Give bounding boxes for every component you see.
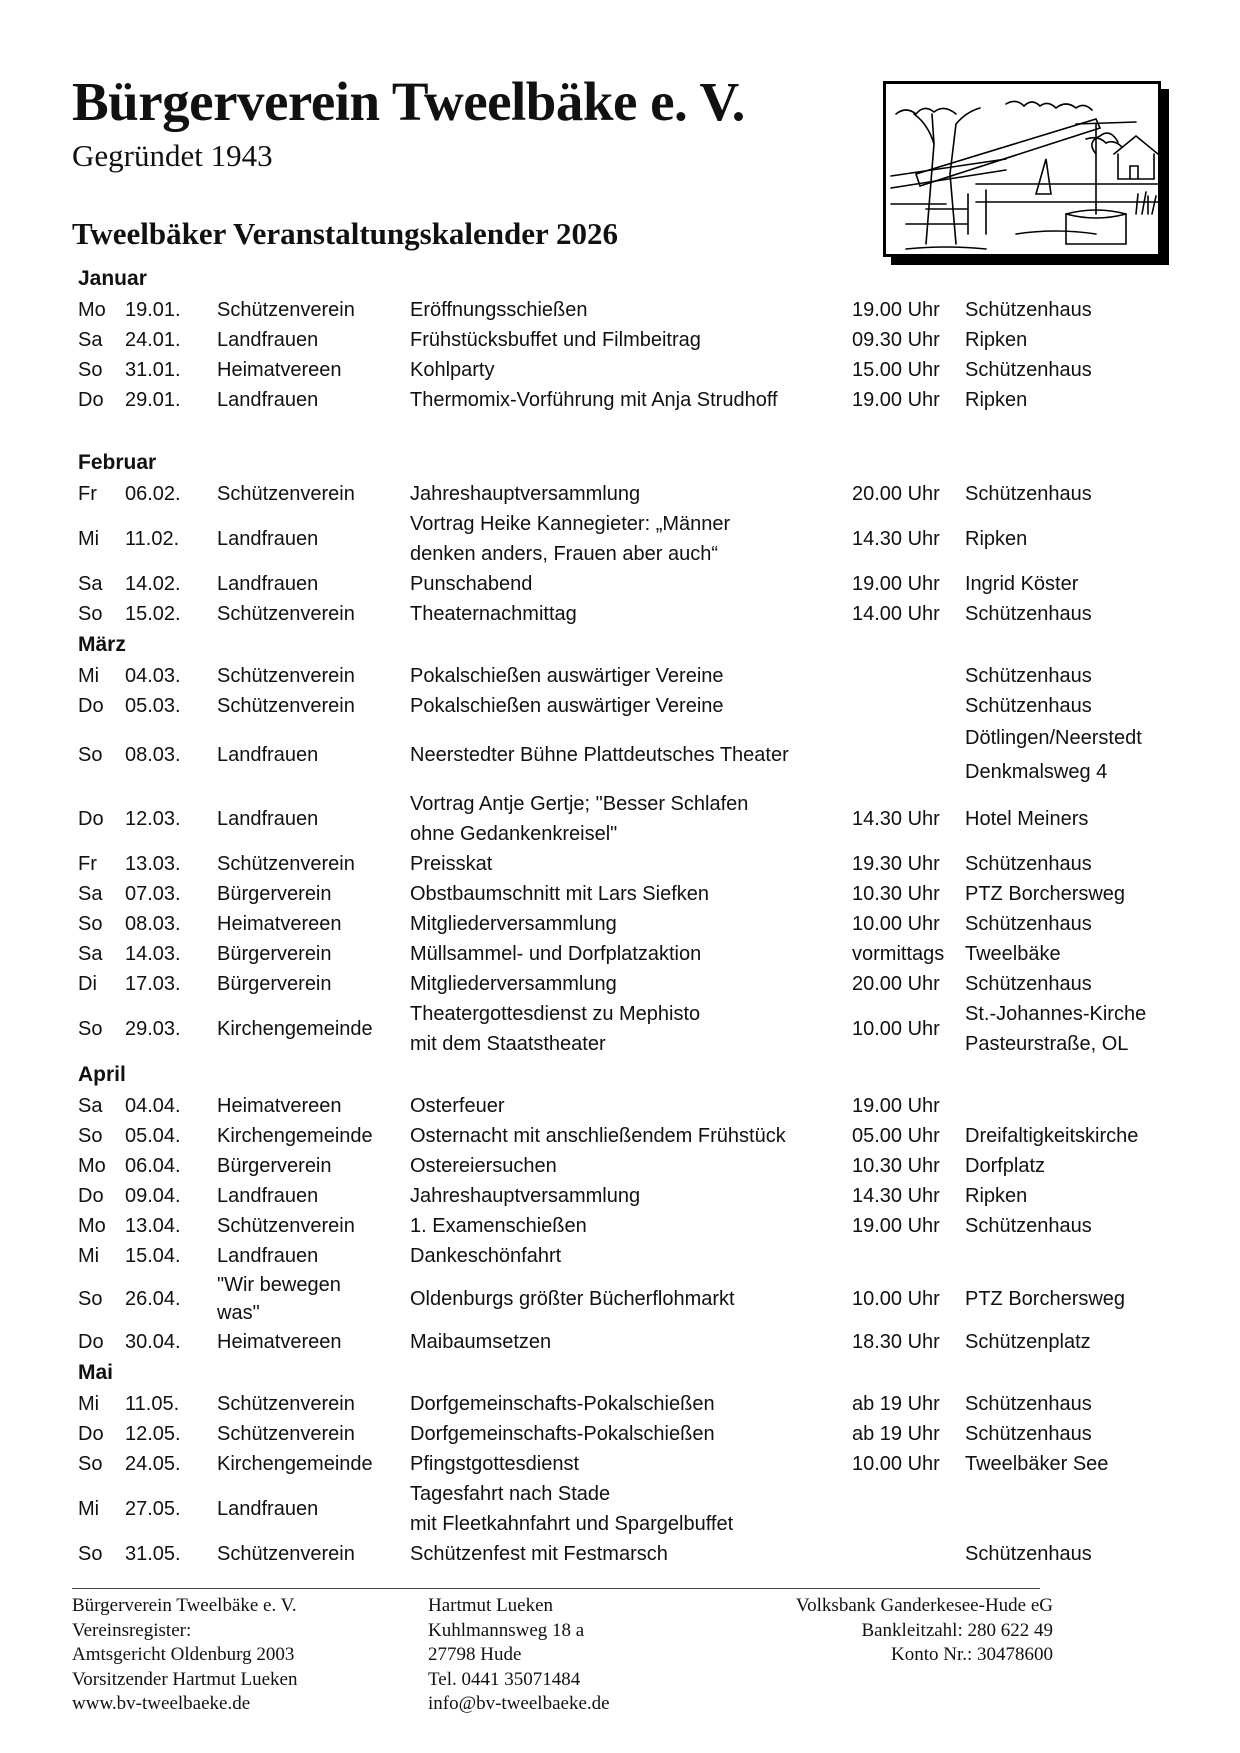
event-organizer: Heimatvereen <box>217 1331 342 1353</box>
founded-subtitle: Gegründet 1943 <box>72 138 273 173</box>
footer-street: Kuhlmannsweg 18 a <box>428 1619 585 1641</box>
event-place: Schützenhaus <box>965 695 1092 717</box>
event-place: PTZ Borchersweg <box>965 1288 1126 1310</box>
event-date: 08.03. <box>125 913 181 935</box>
event-title: Osterfeuer <box>410 1095 505 1117</box>
event-row <box>78 1389 1178 1419</box>
event-place: Schützenhaus <box>965 853 1092 875</box>
event-place: Schützenhaus <box>965 299 1092 321</box>
event-place: Schützenhaus <box>965 483 1092 505</box>
event-date: 14.03. <box>125 943 181 965</box>
event-row <box>78 295 1178 325</box>
event-organizer: Landfrauen <box>217 573 319 595</box>
event-date: 09.04. <box>125 1185 181 1207</box>
event-title-line2: mit dem Staatstheater <box>410 1033 606 1055</box>
event-organizer: Bürgerverein <box>217 1155 332 1177</box>
event-title-line1: Theatergottesdienst zu Mephisto <box>410 1003 701 1025</box>
event-date: 04.03. <box>125 665 181 687</box>
event-date: 05.03. <box>125 695 181 717</box>
event-organizer: Bürgerverein <box>217 883 332 905</box>
event-date: 08.03. <box>125 744 181 766</box>
footer-court: Amtsgericht Oldenburg 2003 <box>72 1644 295 1665</box>
event-place: Dorfplatz <box>965 1155 1046 1177</box>
event-time: 14.30 Uhr <box>852 528 940 550</box>
event-organizer-line1: "Wir bewegen <box>217 1274 341 1296</box>
event-calendar <box>78 263 1178 1569</box>
event-organizer: Heimatvereen <box>217 913 342 935</box>
event-organizer: Kirchengemeinde <box>217 1125 373 1147</box>
calendar-title: Tweelbäker Veranstaltungskalender 2026 <box>72 216 618 251</box>
event-place: Schützenhaus <box>965 603 1092 625</box>
event-date: 29.01. <box>125 389 181 411</box>
footer-org-name: Bürgerverein Tweelbäke e. V. <box>72 1595 297 1616</box>
event-day: So <box>78 1125 103 1147</box>
event-row <box>78 1539 1178 1569</box>
event-title <box>410 1479 852 1539</box>
event-organizer: Heimatvereen <box>217 359 342 381</box>
event-place: Schützenhaus <box>965 1393 1092 1415</box>
event-day: So <box>78 603 103 625</box>
event-day: Mo <box>78 299 106 321</box>
event-title: Schützenfest mit Festmarsch <box>410 1543 668 1565</box>
event-place: Ripken <box>965 329 1028 351</box>
event-day: Mo <box>78 1155 106 1177</box>
event-title: Obstbaumschnitt mit Lars Siefken <box>410 883 710 905</box>
event-title: Pokalschießen auswärtiger Vereine <box>410 665 724 687</box>
event-time: 14.00 Uhr <box>852 603 940 625</box>
event-organizer: Schützenverein <box>217 665 355 687</box>
footer-bank-name: Volksbank Ganderkesee-Hude eG <box>795 1595 1053 1616</box>
event-title: Dorfgemeinschafts-Pokalschießen <box>410 1423 715 1445</box>
event-date: 15.04. <box>125 1245 181 1267</box>
event-row <box>78 509 1178 569</box>
footer-contact-info <box>428 1594 610 1717</box>
event-day: Di <box>78 973 97 995</box>
event-title <box>410 999 852 1059</box>
event-title <box>410 789 852 849</box>
event-date: 27.05. <box>125 1498 181 1520</box>
event-date: 05.04. <box>125 1125 181 1147</box>
event-title: Pfingstgottesdienst <box>410 1453 579 1475</box>
event-date: 12.05. <box>125 1423 181 1445</box>
event-row <box>78 325 1178 355</box>
event-title: Jahreshauptversammlung <box>410 1185 641 1207</box>
event-place: Ripken <box>965 528 1028 550</box>
event-row <box>78 1479 1178 1539</box>
event-time: 18.30 Uhr <box>852 1331 940 1353</box>
village-well-sketch-icon <box>883 81 1161 257</box>
event-row <box>78 385 1178 415</box>
footer-bank-info <box>796 1594 1053 1668</box>
event-day: Sa <box>78 573 103 595</box>
event-organizer: Landfrauen <box>217 744 319 766</box>
event-place: Schützenhaus <box>965 665 1092 687</box>
event-organizer: Landfrauen <box>217 528 319 550</box>
event-organizer <box>217 1271 410 1327</box>
footer-account-number: Konto Nr.: 30478600 <box>890 1644 1053 1665</box>
event-title: Preisskat <box>410 853 493 875</box>
event-place: Ingrid Köster <box>965 573 1079 595</box>
event-title-line1: Vortrag Heike Kannegieter: „Männer <box>410 513 731 535</box>
event-row <box>78 599 1178 629</box>
event-organizer: Bürgerverein <box>217 943 332 965</box>
event-day: Fr <box>78 483 97 505</box>
event-day: Mi <box>78 665 100 687</box>
month-heading-mai: Mai <box>78 1361 114 1384</box>
event-time: 19.00 Uhr <box>852 389 940 411</box>
event-row <box>78 569 1178 599</box>
event-day: So <box>78 1288 103 1310</box>
event-row <box>78 909 1178 939</box>
event-title: Eröffnungsschießen <box>410 299 588 321</box>
event-title: Osternacht mit anschließendem Frühstück <box>410 1125 786 1147</box>
event-day: So <box>78 1543 103 1565</box>
event-row <box>78 969 1178 999</box>
event-title-line2: mit Fleetkahnfahrt und Spargelbuffet <box>410 1513 734 1535</box>
event-organizer: Kirchengemeinde <box>217 1018 373 1040</box>
event-time: 10.00 Uhr <box>852 1453 940 1475</box>
event-row <box>78 1121 1178 1151</box>
event-day: So <box>78 1018 103 1040</box>
event-title: Dankeschönfahrt <box>410 1245 562 1267</box>
event-place-line2: Pasteurstraße, OL <box>965 1033 1129 1055</box>
event-time: 10.00 Uhr <box>852 913 940 935</box>
footer-register-label: Vereinsregister: <box>72 1619 192 1641</box>
event-row <box>78 661 1178 691</box>
footer-email-link[interactable]: info@bv-tweelbaeke.de <box>428 1693 610 1714</box>
event-organizer: Landfrauen <box>217 1245 319 1267</box>
event-place-line2: Denkmalsweg 4 <box>965 761 1108 783</box>
event-row <box>78 1419 1178 1449</box>
event-day: Mi <box>78 1498 100 1520</box>
footer-divider <box>72 1588 1040 1589</box>
event-time: 10.00 Uhr <box>852 1018 940 1040</box>
event-organizer: Schützenverein <box>217 1215 355 1237</box>
event-time: 19.00 Uhr <box>852 1215 940 1237</box>
event-date: 30.04. <box>125 1331 181 1353</box>
org-name: Bürgerverein Tweelbäke e. V. <box>72 71 745 132</box>
event-row <box>78 789 1178 849</box>
event-title-line2: denken anders, Frauen aber auch“ <box>410 543 718 565</box>
event-title: Mitgliederversammlung <box>410 973 617 995</box>
event-place <box>965 721 1178 789</box>
event-title: Jahreshauptversammlung <box>410 483 641 505</box>
event-day: Do <box>78 1331 104 1353</box>
event-date: 11.02. <box>125 528 180 550</box>
event-row <box>78 1241 1178 1271</box>
event-time: vormittags <box>852 943 945 965</box>
event-day: Fr <box>78 853 97 875</box>
event-organizer: Schützenverein <box>217 1543 355 1565</box>
footer-chairman: Vorsitzender Hartmut Lueken <box>72 1668 298 1690</box>
event-date: 13.04. <box>125 1215 181 1237</box>
event-organizer: Landfrauen <box>217 389 319 411</box>
month-spacer <box>78 415 1178 447</box>
event-time: ab 19 Uhr <box>852 1393 940 1415</box>
event-place: Ripken <box>965 389 1028 411</box>
event-date: 31.01. <box>125 359 181 381</box>
event-day: So <box>78 359 103 381</box>
event-row <box>78 939 1178 969</box>
event-row <box>78 355 1178 385</box>
event-place: Tweelbäke <box>965 943 1061 965</box>
event-organizer: Schützenverein <box>217 853 355 875</box>
event-time: 20.00 Uhr <box>852 483 940 505</box>
event-day: Sa <box>78 1095 103 1117</box>
event-place: Schützenhaus <box>965 1215 1092 1237</box>
event-row <box>78 999 1178 1059</box>
event-organizer: Schützenverein <box>217 1393 355 1415</box>
event-day: Do <box>78 1185 104 1207</box>
event-day: Mo <box>78 1215 106 1237</box>
event-place: Schützenhaus <box>965 359 1092 381</box>
event-day: Mi <box>78 1245 100 1267</box>
event-place: Schützenhaus <box>965 973 1092 995</box>
event-row <box>78 1181 1178 1211</box>
event-time: 05.00 Uhr <box>852 1125 940 1147</box>
event-date: 07.03. <box>125 883 181 905</box>
event-organizer: Landfrauen <box>217 808 319 830</box>
event-day: Do <box>78 389 104 411</box>
event-date: 31.05. <box>125 1543 181 1565</box>
event-place: Schützenhaus <box>965 1423 1092 1445</box>
event-place: PTZ Borchersweg <box>965 883 1126 905</box>
event-title-line1: Tagesfahrt nach Stade <box>410 1483 611 1505</box>
event-date: 06.02. <box>125 483 181 505</box>
month-heading-maerz: März <box>78 633 126 656</box>
event-day: Sa <box>78 943 103 965</box>
event-row <box>78 1091 1178 1121</box>
event-date: 11.05. <box>125 1393 180 1415</box>
event-time: 19.00 Uhr <box>852 299 940 321</box>
event-row <box>78 1211 1178 1241</box>
footer-website-link[interactable]: www.bv-tweelbaeke.de <box>72 1693 251 1714</box>
event-title <box>410 509 852 569</box>
event-date: 13.03. <box>125 853 181 875</box>
event-place: Schützenhaus <box>965 1543 1092 1565</box>
event-time: 19.30 Uhr <box>852 853 940 875</box>
event-time: 10.00 Uhr <box>852 1288 940 1310</box>
event-time: 09.30 Uhr <box>852 329 940 351</box>
event-title-line1: Vortrag Antje Gertje; "Besser Schlafen <box>410 793 749 815</box>
month-heading-januar: Januar <box>78 267 147 290</box>
event-time: 19.00 Uhr <box>852 573 940 595</box>
event-place: Dreifaltigkeitskirche <box>965 1125 1139 1147</box>
event-day: Mi <box>78 528 100 550</box>
event-organizer: Kirchengemeinde <box>217 1453 373 1475</box>
event-date: 14.02. <box>125 573 181 595</box>
event-time: 15.00 Uhr <box>852 359 940 381</box>
footer-contact-name: Hartmut Lueken <box>428 1595 554 1616</box>
event-date: 17.03. <box>125 973 181 995</box>
event-place: Schützenhaus <box>965 913 1092 935</box>
event-day: Mi <box>78 1393 100 1415</box>
event-time: 14.30 Uhr <box>852 808 940 830</box>
event-date: 06.04. <box>125 1155 181 1177</box>
event-title: Punschabend <box>410 573 533 595</box>
event-day: Do <box>78 1423 104 1445</box>
event-date: 19.01. <box>125 299 181 321</box>
footer-city: 27798 Hude <box>428 1644 522 1665</box>
event-day: So <box>78 913 103 935</box>
event-organizer: Schützenverein <box>217 695 355 717</box>
footer-bank-code: Bankleitzahl: 280 622 49 <box>861 1619 1053 1641</box>
footer-phone: Tel. 0441 35071484 <box>428 1668 581 1690</box>
event-organizer-line2: was" <box>217 1302 260 1324</box>
event-title: Dorfgemeinschafts-Pokalschießen <box>410 1393 715 1415</box>
event-row <box>78 879 1178 909</box>
event-place-line1: Dötlingen/Neerstedt <box>965 727 1142 749</box>
event-row <box>78 691 1178 721</box>
event-day: Do <box>78 808 104 830</box>
event-row <box>78 721 1178 789</box>
event-date: 12.03. <box>125 808 181 830</box>
event-organizer: Landfrauen <box>217 1185 319 1207</box>
event-time: 10.30 Uhr <box>852 883 940 905</box>
event-day: Sa <box>78 329 103 351</box>
event-organizer: Schützenverein <box>217 483 355 505</box>
event-time: ab 19 Uhr <box>852 1423 940 1445</box>
event-title: 1. Examenschießen <box>410 1215 587 1237</box>
event-organizer: Schützenverein <box>217 299 355 321</box>
event-place: Tweelbäker See <box>965 1453 1109 1475</box>
event-row <box>78 479 1178 509</box>
month-heading-april: April <box>78 1063 126 1086</box>
event-title: Mitgliederversammlung <box>410 913 617 935</box>
event-row <box>78 1151 1178 1181</box>
event-row <box>78 1449 1178 1479</box>
event-row <box>78 849 1178 879</box>
event-day: So <box>78 1453 103 1475</box>
event-date: 15.02. <box>125 603 181 625</box>
event-title: Neerstedter Bühne Plattdeutsches Theater <box>410 744 789 766</box>
event-title: Pokalschießen auswärtiger Vereine <box>410 695 724 717</box>
event-day: Do <box>78 695 104 717</box>
event-title: Oldenburgs größter Bücherflohmarkt <box>410 1288 735 1310</box>
event-place <box>965 999 1178 1059</box>
event-row <box>78 1327 1178 1357</box>
event-title: Thermomix-Vorführung mit Anja Strudhoff <box>410 389 778 411</box>
month-heading-februar: Februar <box>78 451 157 474</box>
event-title: Frühstücksbuffet und Filmbeitrag <box>410 329 701 351</box>
event-time: 14.30 Uhr <box>852 1185 940 1207</box>
event-day: Sa <box>78 883 103 905</box>
event-organizer: Schützenverein <box>217 1423 355 1445</box>
event-place: Hotel Meiners <box>965 808 1089 830</box>
event-organizer: Bürgerverein <box>217 973 332 995</box>
event-title: Maibaumsetzen <box>410 1331 552 1353</box>
event-place-line1: St.-Johannes-Kirche <box>965 1003 1147 1025</box>
event-organizer: Landfrauen <box>217 329 319 351</box>
event-title-line2: ohne Gedankenkreisel" <box>410 823 618 845</box>
event-row <box>78 1271 1178 1327</box>
event-place: Ripken <box>965 1185 1028 1207</box>
event-organizer: Landfrauen <box>217 1498 319 1520</box>
event-date: 04.04. <box>125 1095 181 1117</box>
event-title: Ostereiersuchen <box>410 1155 557 1177</box>
event-time: 19.00 Uhr <box>852 1095 940 1117</box>
event-title: Theaternachmittag <box>410 603 577 625</box>
event-time: 20.00 Uhr <box>852 973 940 995</box>
footer-association-info <box>72 1594 297 1717</box>
event-date: 26.04. <box>125 1288 181 1310</box>
event-date: 24.01. <box>125 329 181 351</box>
event-organizer: Heimatvereen <box>217 1095 342 1117</box>
event-day: So <box>78 744 103 766</box>
event-title: Müllsammel- und Dorfplatzaktion <box>410 943 702 965</box>
event-time: 10.30 Uhr <box>852 1155 940 1177</box>
event-organizer: Schützenverein <box>217 603 355 625</box>
event-date: 29.03. <box>125 1018 181 1040</box>
event-place: Schützenplatz <box>965 1331 1091 1353</box>
event-title: Kohlparty <box>410 359 495 381</box>
event-date: 24.05. <box>125 1453 181 1475</box>
